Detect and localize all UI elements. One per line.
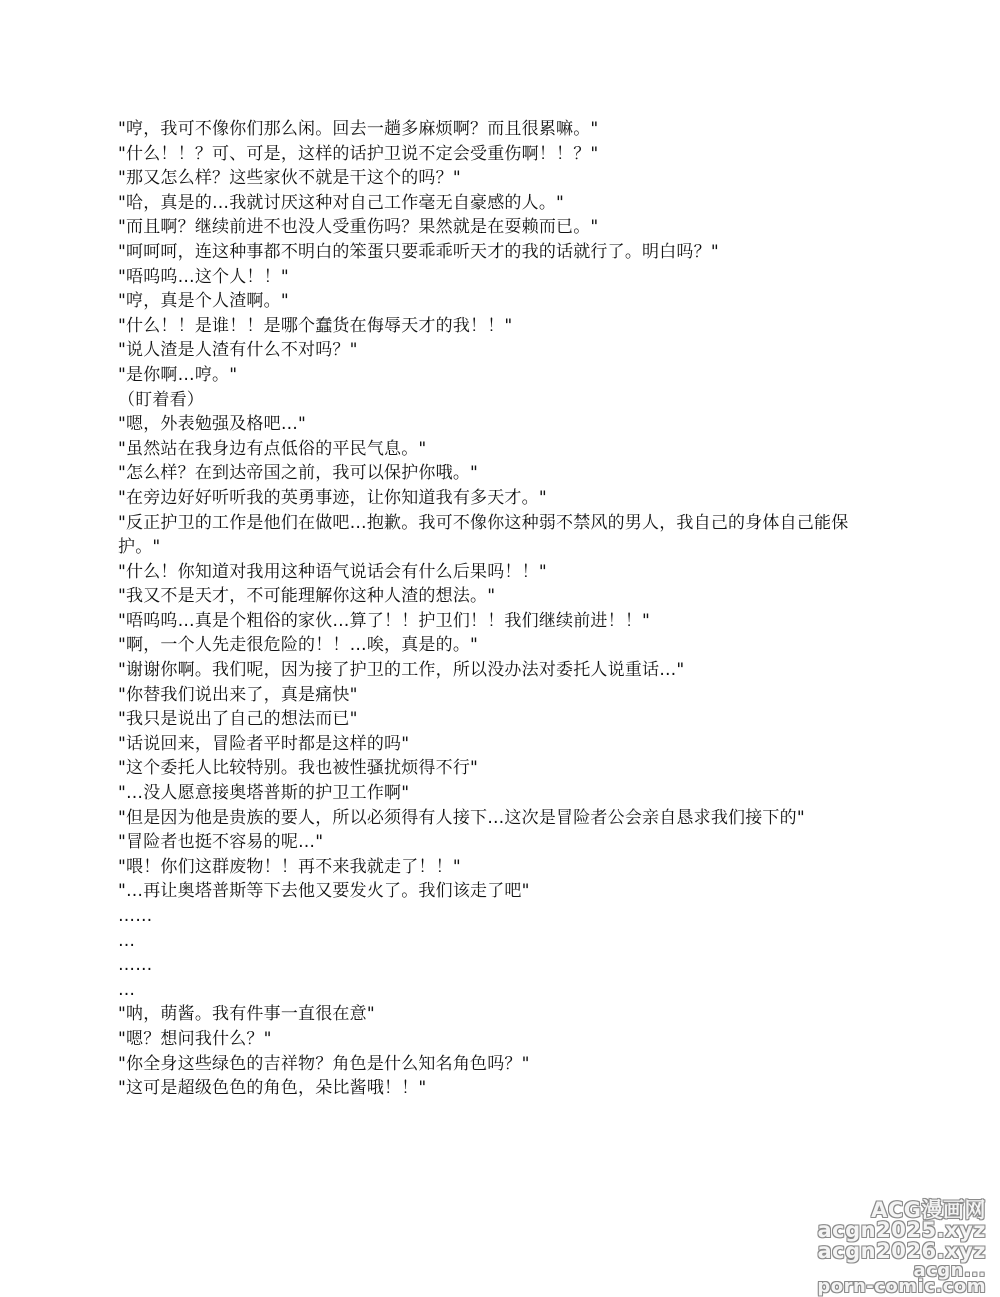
- dialogue-text-block: [118, 117, 888, 1101]
- text-line: "…再让奥塔普斯等下去他又要发火了。我们该走了吧": [118, 881, 530, 902]
- text-line: "这个委托人比较特别。我也被性骚扰烦得不行": [118, 758, 479, 779]
- watermark-url: acgn2025.xyz: [817, 1218, 986, 1242]
- text-line: "怎么样？在到达帝国之前，我可以保护你哦。": [118, 463, 479, 484]
- text-line: "说人渣是人渣有什么不对吗？": [118, 340, 358, 361]
- text-line: "冒险者也挺不容易的呢…": [118, 832, 324, 853]
- text-line: "你全身这些绿色的吉祥物？角色是什么知名角色吗？": [118, 1053, 530, 1074]
- text-line: "是你啊…哼。": [118, 364, 238, 385]
- ellipsis-line: ……: [118, 955, 153, 976]
- watermark-url: porn-comic.com: [817, 1276, 986, 1297]
- ellipsis-line: ……: [118, 906, 153, 926]
- watermark-url: acgn...: [913, 1260, 986, 1281]
- text-line: "喂！你们这群废物！！再不来我就走了！！": [118, 856, 461, 877]
- text-line: "什么！你知道对我用这种语气说话会有什么后果吗！！": [118, 561, 547, 582]
- site-watermark: [817, 1190, 992, 1297]
- text-line: "嗯，外表勉强及格吧…": [118, 414, 307, 435]
- text-line: "唔呜呜…真是个粗俗的家伙…算了！！护卫们！！我们继续前进！！": [118, 610, 651, 631]
- text-line: "我只是说出了自己的想法而已": [118, 709, 358, 730]
- ellipsis-line: …: [118, 930, 136, 951]
- watermark-site-name: ACG漫画网: [871, 1198, 986, 1222]
- text-line: "这可是超级色色的角色，朵比酱哦！！": [118, 1078, 427, 1099]
- text-line: （盯着看）: [118, 389, 204, 410]
- text-line: "反正护卫的工作是他们在做吧…抱歉。我可不像你这种弱不禁风的男人，我自己的身体自己能保护。": [118, 512, 849, 558]
- text-line: "嗯？想问我什么？": [118, 1028, 272, 1049]
- text-line: "呐，萌酱。我有件事一直很在意": [118, 1004, 375, 1025]
- text-line: "什么！！是谁！！是哪个蠢货在侮辱天才的我！！": [118, 315, 513, 336]
- text-line: "谢谢你啊。我们呢，因为接了护卫的工作，所以没办法对委托人说重话…": [118, 660, 685, 681]
- text-line: "我又不是天才，不可能理解你这种人渣的想法。": [118, 586, 496, 607]
- text-line: "哼，真是个人渣啊。": [118, 291, 289, 312]
- text-line: "哼，我可不像你们那么闲。回去一趟多麻烦啊？而且很累嘛。": [118, 119, 599, 139]
- text-line: "而且啊？继续前进不也没人受重伤吗？果然就是在耍赖而已。": [118, 217, 599, 238]
- text-line: "什么！！？可、可是，这样的话护卫说不定会受重伤啊！！？": [118, 143, 599, 164]
- text-line: "啊，一个人先走很危险的！！…唉，真是的。": [118, 635, 479, 656]
- text-line: "在旁边好好听听我的英勇事迹，让你知道我有多天才。": [118, 487, 547, 508]
- ellipsis-line: …: [118, 979, 136, 1000]
- text-line: "你替我们说出来了，真是痛快": [118, 684, 358, 705]
- text-line: "呵呵呵，连这种事都不明白的笨蛋只要乖乖听天才的我的话就行了。明白吗？": [118, 241, 719, 262]
- text-line: "唔呜呜…这个人！！": [118, 266, 289, 287]
- text-line: "话说回来，冒险者平时都是这样的吗": [118, 733, 410, 754]
- text-line: "虽然站在我身边有点低俗的平民气息。": [118, 438, 427, 459]
- text-line: "那又怎么样？这些家伙不就是干这个的吗？": [118, 168, 461, 189]
- text-line: "哈，真是的…我就讨厌这种对自己工作毫无自豪感的人。": [118, 192, 565, 213]
- text-line: "…没人愿意接奥塔普斯的护卫工作啊": [118, 783, 410, 804]
- text-line: "但是因为他是贵族的要人，所以必须得有人接下…这次是冒险者公会亲自恳求我们接下的": [118, 807, 805, 828]
- watermark-url: acgn2026.xyz: [817, 1239, 986, 1263]
